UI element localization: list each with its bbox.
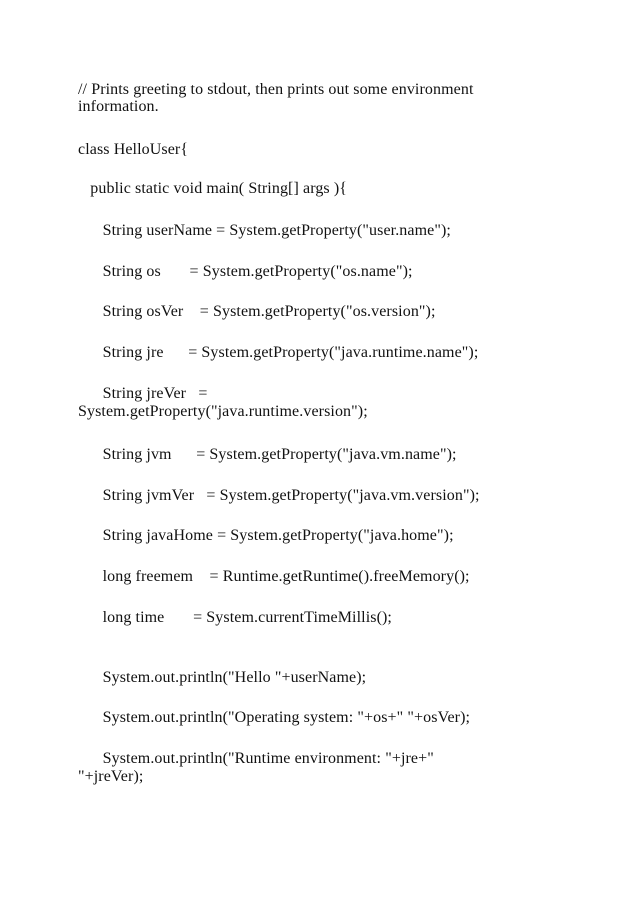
- code-line: String osVer = System.getProperty("os.version");: [78, 303, 436, 320]
- code-line: public static void main( String[] args ){: [78, 180, 348, 197]
- code-line: System.out.println("Hello "+userName);: [78, 669, 367, 686]
- code-line: String jvmVer = System.getProperty("java.vm.version");: [78, 487, 480, 504]
- code-line: String jreVer =: [78, 385, 208, 402]
- code-line: String userName = System.getProperty("user.name");: [78, 222, 451, 239]
- code-line: "+jreVer);: [78, 768, 144, 785]
- code-line: System.out.println("Operating system: "+os+" "+osVer);: [78, 709, 471, 726]
- code-line: long freemem = Runtime.getRuntime().freeMemory();: [78, 568, 470, 585]
- code-line: String os = System.getProperty("os.name");: [78, 263, 413, 280]
- code-line: class HelloUser{: [78, 141, 189, 158]
- code-line: System.getProperty("java.runtime.version");: [78, 403, 368, 420]
- code-comment-line: information.: [78, 98, 159, 115]
- code-line: String jre = System.getProperty("java.runtime.name");: [78, 344, 479, 361]
- code-comment-line: // Prints greeting to stdout, then prints out some environment: [78, 81, 474, 98]
- code-line: System.out.println("Runtime environment: "+jre+": [78, 750, 434, 767]
- code-line: String jvm = System.getProperty("java.vm.name");: [78, 446, 457, 463]
- code-line: String javaHome = System.getProperty("java.home");: [78, 527, 454, 544]
- code-line: long time = System.currentTimeMillis();: [78, 609, 392, 626]
